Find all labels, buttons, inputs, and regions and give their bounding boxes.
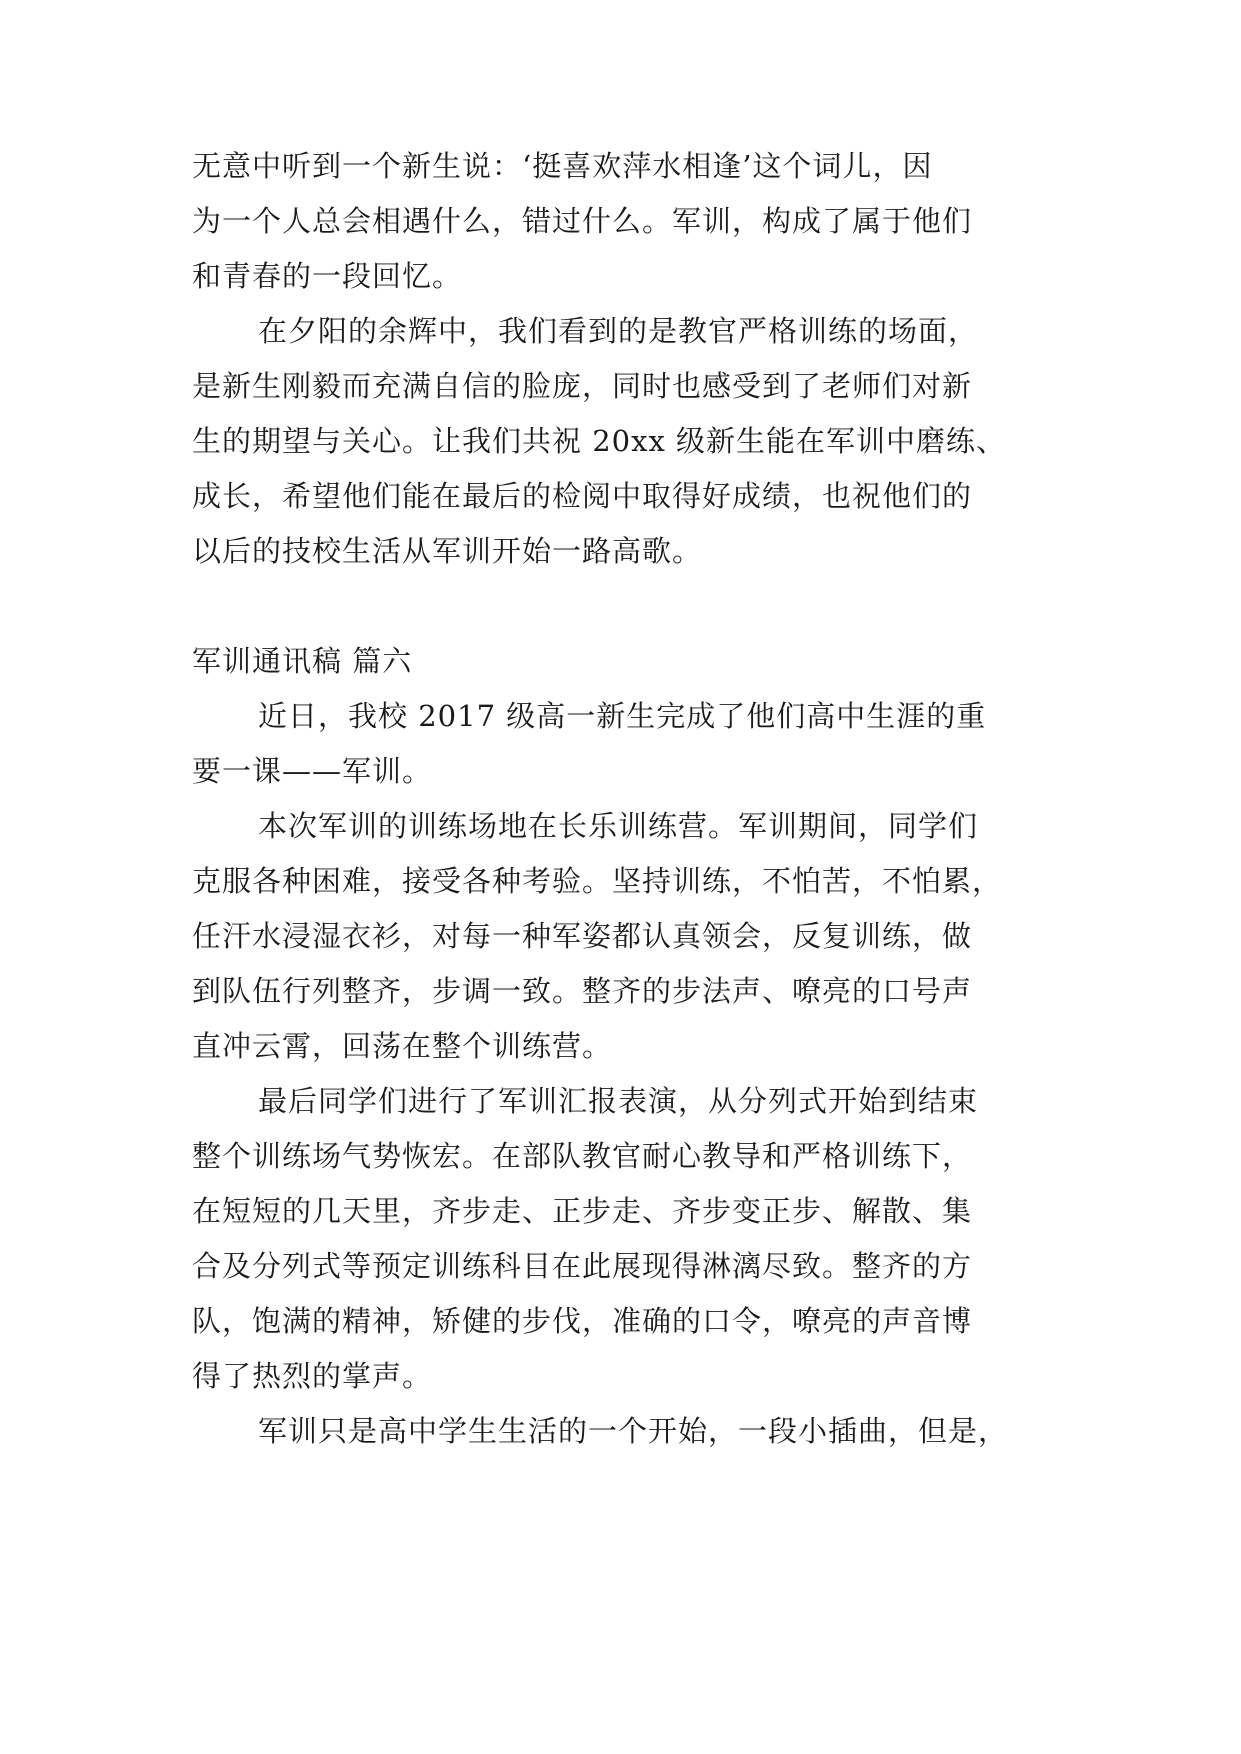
paragraph-first-line: 本次军训的训练场地在长乐训练营。军训期间，同学们	[258, 809, 979, 843]
text-line: 要一课——军训。	[192, 754, 433, 788]
text-line: 为一个人总会相遇什么，错过什么。军训，构成了属于他们	[192, 204, 973, 238]
text-line: 整个训练场气势恢宏。在部队教官耐心教导和严格训练下，	[192, 1139, 973, 1173]
text-line: 无意中听到一个新生说：‘挺喜欢萍水相逢’这个词儿，因	[192, 149, 933, 183]
text-line: 成长，希望他们能在最后的检阅中取得好成绩，也祝他们的	[192, 479, 973, 513]
text-line: 直冲云霄，回荡在整个训练营。	[192, 1029, 613, 1063]
text-line: 得了热烈的掌声。	[192, 1359, 433, 1393]
text-line: 队，饱满的精神，矫健的步伐，准确的口令，嘹亮的声音博	[192, 1304, 973, 1338]
text-line: 合及分列式等预定训练科目在此展现得淋漓尽致。整齐的方	[192, 1249, 973, 1283]
text-line: 在短短的几天里，齐步走、正步走、齐步变正步、解散、集	[192, 1194, 973, 1228]
text-line: 任汗水浸湿衣衫，对每一种军姿都认真领会，反复训练，做	[192, 919, 973, 953]
paragraph-first-line: 军训只是高中学生生活的一个开始，一段小插曲，但是，	[258, 1414, 1009, 1448]
text-line: 生的期望与关心。让我们共祝 20xx 级新生能在军训中磨练、	[192, 424, 1007, 458]
text-line: 克服各种困难，接受各种考验。坚持训练，不怕苦，不怕累，	[192, 864, 1003, 898]
text-line: 和青春的一段回忆。	[192, 259, 463, 293]
text-line: 是新生刚毅而充满自信的脸庞，同时也感受到了老师们对新	[192, 369, 973, 403]
paragraph-first-line: 近日，我校 2017 级高一新生完成了他们高中生涯的重	[258, 699, 987, 733]
section-heading: 军训通讯稿 篇六	[192, 644, 413, 678]
paragraph-first-line: 在夕阳的余辉中，我们看到的是教官严格训练的场面，	[258, 314, 979, 348]
text-line: 到队伍行列整齐，步调一致。整齐的步法声、嘹亮的口号声	[192, 974, 973, 1008]
paragraph-first-line: 最后同学们进行了军训汇报表演，从分列式开始到结束	[258, 1084, 979, 1118]
text-line: 以后的技校生活从军训开始一路高歌。	[192, 534, 703, 568]
